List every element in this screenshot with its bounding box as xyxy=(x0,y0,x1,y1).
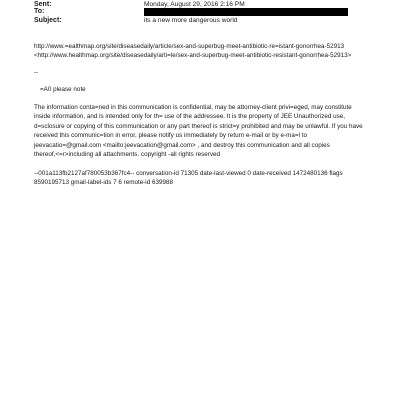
subject-row xyxy=(34,16,374,26)
confidentiality-line: received this communic=tion in error, please notify us immediately by return e-mail or by e-ma=l to xyxy=(34,132,307,140)
to-label: To: xyxy=(34,8,45,15)
sent-value: Monday, August 29, 2016 2:16 PM xyxy=(144,1,245,8)
message-metadata xyxy=(34,169,372,188)
subject-label: Subject: xyxy=(34,17,62,24)
confidentiality-line: d=sclosure or copying of this communication or any part thereof is strict=y prohibited and may be unlawful. If you have xyxy=(34,122,363,130)
confidentiality-notice xyxy=(34,103,372,159)
confidentiality-line: thereof,<=r>including all attachments. copyright -all rights reserved xyxy=(34,151,221,159)
metadata-line: 8590195713 gmail-label-ids 7 6 remote-id 639988 xyxy=(34,179,173,187)
confidentiality-line: jeevacatio=@gmail.com <mailto:jeevacation@gmail.com> , and destroy this communication and all copies xyxy=(34,141,330,149)
sent-label: Sent: xyxy=(34,1,52,8)
article-url-plain: http://www.=ealthmap.org/site/diseasedaily/article/sex-and-superbug-meet-antibiotic-re=istant-gonorrhea-52913 xyxy=(34,43,345,50)
signature-separator: -- xyxy=(34,69,39,76)
confidentiality-line: inside information, and is intended only for th= use of the addressee. It is the property of JEE Unauthorized use, xyxy=(34,113,346,121)
subject-value: its a new more dangerous world xyxy=(144,17,238,24)
article-url-bracketed: <http://www.healthmap.org/site/diseasedaily/arti=le/sex-and-superbug-meet-antibiotic-resistant-gonorrhea-52913> xyxy=(34,52,352,59)
recipient-redaction xyxy=(144,8,348,16)
metadata-line: --001a113fb2127af780053b367fc4-- conversation-id 71305 date-last-viewed 0 date-received 1472480136 flags xyxy=(34,170,343,177)
please-note-line: =A0 please note xyxy=(40,86,86,93)
confidentiality-line: The information conta=ned in this communication is confidential, may be attorney-client privi=eged, may constitute xyxy=(34,104,352,111)
